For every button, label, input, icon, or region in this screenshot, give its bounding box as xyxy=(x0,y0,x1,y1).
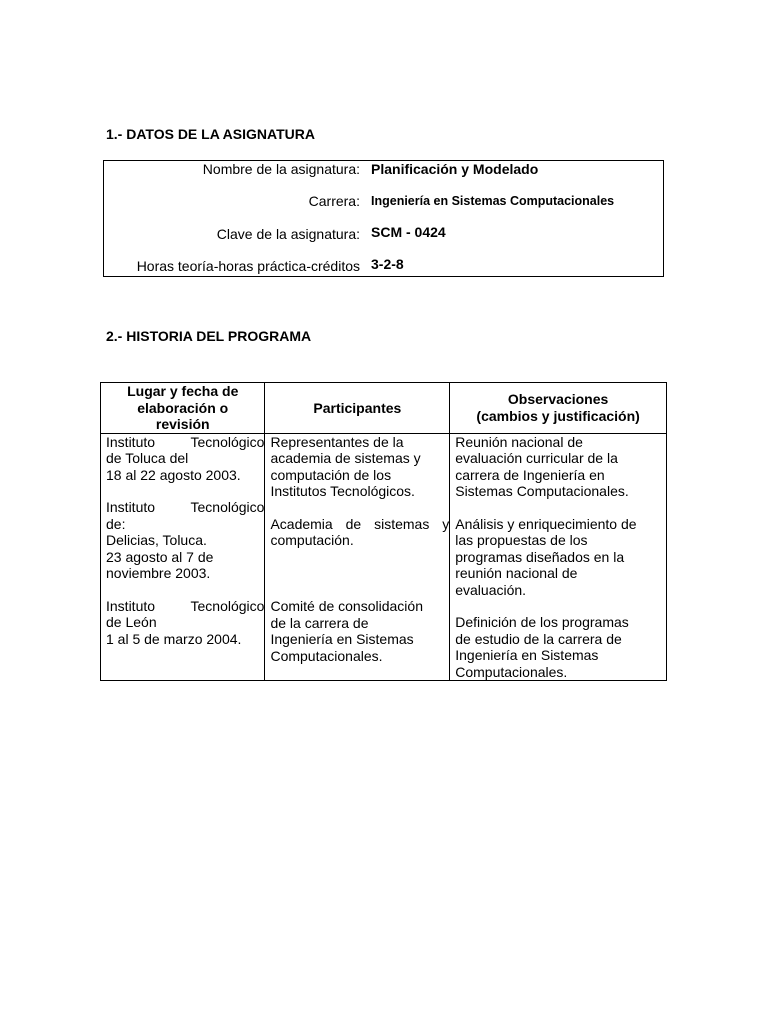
cell-participantes xyxy=(265,433,450,681)
cell-line: Ingeniería en Sistemas xyxy=(455,647,599,663)
cell-line: reunión nacional de xyxy=(455,565,578,581)
cell-line: evaluación. xyxy=(455,581,527,598)
cell-line: computación de los xyxy=(270,466,392,483)
field-label: Horas teoría-horas práctica-créditos xyxy=(136,258,360,274)
header-line: elaboración o xyxy=(137,399,229,416)
history-table xyxy=(100,382,667,681)
header-line: revisión xyxy=(155,416,210,432)
field-label: Carrera: xyxy=(308,193,360,209)
cell-line: noviembre 2003. xyxy=(106,565,211,581)
header-line: (cambios y justificación) xyxy=(476,407,640,424)
header-line: Lugar y fecha de xyxy=(127,383,239,399)
section1-heading: 1.- DATOS DE LA ASIGNATURA xyxy=(106,126,315,142)
header-line: Observaciones xyxy=(507,391,609,408)
cell-line: Definición de los programas xyxy=(455,614,629,630)
cell-line: de la carrera de xyxy=(270,614,369,631)
cell-line: Institutos Tecnológicos. xyxy=(270,483,415,499)
cell-line: de: xyxy=(106,515,126,532)
cell-line: Academia de sistemas y xyxy=(270,515,450,532)
cell-line: evaluación curricular de la xyxy=(455,450,618,466)
cell-line: Computacionales. xyxy=(455,663,568,680)
cell-line: de León xyxy=(106,614,157,630)
table-header-row xyxy=(101,383,667,434)
cell-line: academia de sistemas y xyxy=(270,450,421,466)
cell-line: programas diseñados en la xyxy=(455,548,625,565)
field-label: Clave de la asignatura: xyxy=(216,226,360,242)
cell-line: carrera de Ingeniería en xyxy=(455,466,605,483)
field-value: 3-2-8 xyxy=(371,256,404,272)
cell-line: Reunión nacional de xyxy=(455,433,583,450)
field-value: Ingeniería en Sistemas Computacionales xyxy=(371,194,615,208)
cell-line: Comité de consolidación xyxy=(270,598,423,614)
column-header-participantes: Participantes xyxy=(265,383,450,434)
cell-line: de Toluca del xyxy=(106,450,189,466)
section2-heading: 2.- HISTORIA DEL PROGRAMA xyxy=(106,328,312,344)
cell-line: Análisis y enriquecimiento de xyxy=(455,515,637,532)
table-row xyxy=(101,433,667,681)
cell-line: de estudio de la carrera de xyxy=(455,630,622,647)
field-label: Nombre de la asignatura: xyxy=(202,161,360,177)
cell-lugar xyxy=(101,433,265,681)
cell-line: Instituto Tecnológico xyxy=(106,433,265,450)
cell-line: 18 al 22 agosto 2003. xyxy=(106,466,241,483)
cell-line: Computacionales. xyxy=(270,647,383,664)
cell-line: Ingeniería en Sistemas xyxy=(270,631,414,647)
column-header-observaciones xyxy=(450,383,667,434)
cell-line: Instituto Tecnológico xyxy=(106,597,265,614)
column-header-lugar xyxy=(101,383,265,434)
cell-line: Representantes de la xyxy=(270,433,404,450)
subject-data-box xyxy=(103,160,664,277)
field-value: SCM - 0424 xyxy=(371,224,446,240)
field-value: Planificación y Modelado xyxy=(371,161,539,177)
cell-line: Delicias, Toluca. xyxy=(106,532,207,548)
cell-line: 23 agosto al 7 de xyxy=(106,548,214,565)
cell-line: computación. xyxy=(270,532,354,548)
cell-line: las propuestas de los xyxy=(455,532,588,548)
cell-line: 1 al 5 de marzo 2004. xyxy=(106,630,242,647)
cell-line: Sistemas Computacionales. xyxy=(455,483,629,499)
cell-observaciones xyxy=(450,433,667,681)
cell-line: Instituto Tecnológico xyxy=(106,499,265,515)
